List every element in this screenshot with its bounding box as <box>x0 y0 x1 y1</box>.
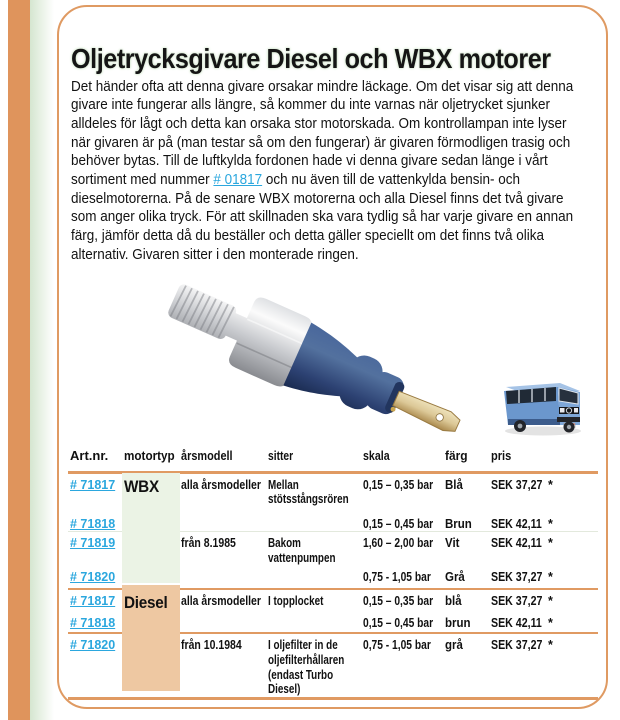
cell-pris <box>491 444 546 471</box>
cell-motortyp <box>124 590 181 612</box>
table-header-row <box>68 444 598 471</box>
cell-skala <box>363 444 445 471</box>
sitter-text: I topplocket <box>268 594 324 609</box>
artnr-link[interactable]: # 71819 <box>70 536 116 551</box>
cell-sitter <box>268 532 363 566</box>
cell-farg <box>445 612 491 632</box>
cell-farg <box>445 474 491 513</box>
artnr-text: Art.nr. <box>70 448 109 463</box>
artnr-link[interactable]: # 71820 <box>70 638 116 653</box>
cell-note <box>546 634 598 697</box>
pris-text: SEK 42,11 <box>491 516 542 531</box>
cell-note <box>546 444 598 471</box>
van-photo-vw-t3 <box>496 371 588 441</box>
cell-skala <box>363 513 445 532</box>
cell-skala <box>363 634 445 697</box>
cell-motortyp <box>124 474 181 513</box>
cell-skala <box>363 474 445 513</box>
cell-sitter <box>268 612 363 632</box>
pris-text: SEK 37,27 <box>491 638 543 653</box>
page-title: Oljetrycksgivare Diesel och WBX motorer <box>71 42 551 74</box>
cell-artnr <box>68 566 124 588</box>
pris-text: SEK 37,27 <box>491 594 543 609</box>
cell-motortyp <box>124 566 181 588</box>
arsmodell-text: årsmodell <box>181 448 233 463</box>
cell-arsmodell <box>181 444 268 471</box>
note-text: * <box>548 616 553 631</box>
pris-text: pris <box>491 448 512 463</box>
arsmodell-text: alla årsmodeller <box>181 477 261 492</box>
pris-text: SEK 37,27 <box>491 569 543 584</box>
artnr-link[interactable]: # 71820 <box>70 569 116 584</box>
pris-text: SEK 37,27 <box>491 477 543 492</box>
farg-text: Brun <box>445 516 472 531</box>
cell-motortyp <box>124 532 181 566</box>
skala-text: 0,15 – 0,45 bar <box>363 516 434 531</box>
artnr-link[interactable]: # 71818 <box>70 616 116 631</box>
arsmodell-text: alla årsmodeller <box>181 594 261 609</box>
cell-pris <box>491 513 546 532</box>
cell-farg <box>445 590 491 612</box>
cell-arsmodell <box>181 532 268 566</box>
cell-arsmodell <box>181 566 268 588</box>
farg-text: Blå <box>445 477 463 492</box>
note-text: * <box>548 536 553 551</box>
skala-text: 0,75 - 1,05 bar <box>363 638 431 653</box>
cell-pris <box>491 566 546 588</box>
farg-text: grå <box>445 638 463 653</box>
cell-skala <box>363 612 445 632</box>
note-text: * <box>548 569 553 584</box>
motortyp-text: Diesel <box>124 593 168 613</box>
arsmodell-text: från 10.1984 <box>181 638 242 653</box>
intro-text-1: Det händer ofta att denna givare orsakar mindre läckage. Om det visar sig att denna givare inte fungerar alls längre, så kommer du inte varnas när oljetrycket sjunker alldeles för lågt och detta kan orsaka stor motorskada. Om kontrollampan inte lyser när givaren är på (man testar så om den fungerar) är givaren förmodligen trasig och behöver bytas. Till de luftkylda fordonen hade vi denna givare sedan länge i vårt sortiment med nummer <box>71 78 574 189</box>
cell-sitter <box>268 444 363 471</box>
table-row <box>68 474 598 513</box>
cell-artnr <box>68 444 124 471</box>
skala-text: 1,60 – 2,00 bar <box>363 536 434 551</box>
table-divider <box>68 697 598 700</box>
cell-farg <box>445 513 491 532</box>
cell-pris <box>491 474 546 513</box>
skala-text: 0,75 - 1,05 bar <box>363 569 431 584</box>
left-green-strip <box>30 0 54 720</box>
intro-paragraph <box>71 78 588 265</box>
arsmodell-text: från 8.1985 <box>181 536 236 551</box>
cell-farg <box>445 444 491 471</box>
cell-pris <box>491 590 546 612</box>
artnr-link[interactable]: # 71817 <box>70 594 116 609</box>
note-text: * <box>548 516 553 531</box>
cell-sitter <box>268 634 363 697</box>
cell-arsmodell <box>181 513 268 532</box>
sitter-text: Mellan stötsstångsrören <box>268 477 349 507</box>
note-text: * <box>548 477 553 492</box>
intro-text-2: och nu även till de vattenkylda bensin- och dieselmotorerna. På de senare WBX motorerna och alla Diesel finns det två givare som anger olika tryck. För att skillnaden ska vara tydlig så har varje givare en annan färg, jämför detta då du beställer och detta gäller speciellt om det finns två olika alternativ. Givaren sitter i den monterade ringen. <box>71 172 574 263</box>
table-row <box>68 634 598 697</box>
cell-arsmodell <box>181 590 268 612</box>
skala-text: 0,15 – 0,35 bar <box>363 594 434 609</box>
cell-artnr <box>68 474 124 513</box>
skala-text: 0,15 – 0,45 bar <box>363 616 434 631</box>
left-orange-bar <box>8 0 30 720</box>
cell-note <box>546 612 598 632</box>
cell-note <box>546 566 598 588</box>
parts-table <box>68 444 598 700</box>
cell-motortyp <box>124 444 181 471</box>
cell-pris <box>491 612 546 632</box>
cell-skala <box>363 532 445 566</box>
table-row <box>68 513 598 532</box>
cell-sitter <box>268 590 363 612</box>
table-row <box>68 532 598 566</box>
cell-artnr <box>68 513 124 532</box>
cell-note <box>546 590 598 612</box>
note-text: * <box>548 594 553 609</box>
cell-farg <box>445 532 491 566</box>
farg-text: Vit <box>445 536 460 551</box>
cell-sitter <box>268 566 363 588</box>
farg-text: färg <box>445 448 468 463</box>
pris-text: SEK 42,11 <box>491 616 542 631</box>
cell-artnr <box>68 590 124 612</box>
farg-text: brun <box>445 616 471 631</box>
artnr-link[interactable]: # 71818 <box>70 516 116 531</box>
cell-skala <box>363 566 445 588</box>
cell-note <box>546 474 598 513</box>
cell-farg <box>445 634 491 697</box>
cell-artnr <box>68 634 124 697</box>
cell-arsmodell <box>181 474 268 513</box>
note-text: * <box>548 638 553 653</box>
spade-terminal <box>392 389 462 435</box>
sitter-text: sitter <box>268 448 294 463</box>
skala-text: 0,15 – 0,35 bar <box>363 477 434 492</box>
cell-motortyp <box>124 612 181 632</box>
table-row <box>68 612 598 632</box>
cell-farg <box>445 566 491 588</box>
table-row <box>68 590 598 612</box>
farg-text: Grå <box>445 569 465 584</box>
sitter-text: I oljefilter in de oljefilterhållaren (endast Turbo Diesel) <box>268 638 345 697</box>
intro-article-link[interactable]: # 01817 <box>213 172 263 189</box>
cell-skala <box>363 590 445 612</box>
cell-sitter <box>268 513 363 532</box>
product-photo-oil-pressure-sender <box>112 246 464 446</box>
motortyp-text: WBX <box>124 476 159 496</box>
cell-motortyp <box>124 634 181 697</box>
cell-pris <box>491 634 546 697</box>
cell-arsmodell <box>181 612 268 632</box>
table-row <box>68 566 598 588</box>
cell-note <box>546 532 598 566</box>
skala-text: skala <box>363 448 390 463</box>
sitter-text: Bakom vattenpumpen <box>268 536 336 565</box>
cell-pris <box>491 532 546 566</box>
cell-motortyp <box>124 513 181 532</box>
cell-arsmodell <box>181 634 268 697</box>
motortyp-text: motortyp <box>124 448 175 463</box>
cell-note <box>546 513 598 532</box>
artnr-link[interactable]: # 71817 <box>70 477 116 492</box>
cell-artnr <box>68 532 124 566</box>
farg-text: blå <box>445 594 462 609</box>
cell-artnr <box>68 612 124 632</box>
cell-sitter <box>268 474 363 513</box>
pris-text: SEK 42,11 <box>491 536 542 551</box>
